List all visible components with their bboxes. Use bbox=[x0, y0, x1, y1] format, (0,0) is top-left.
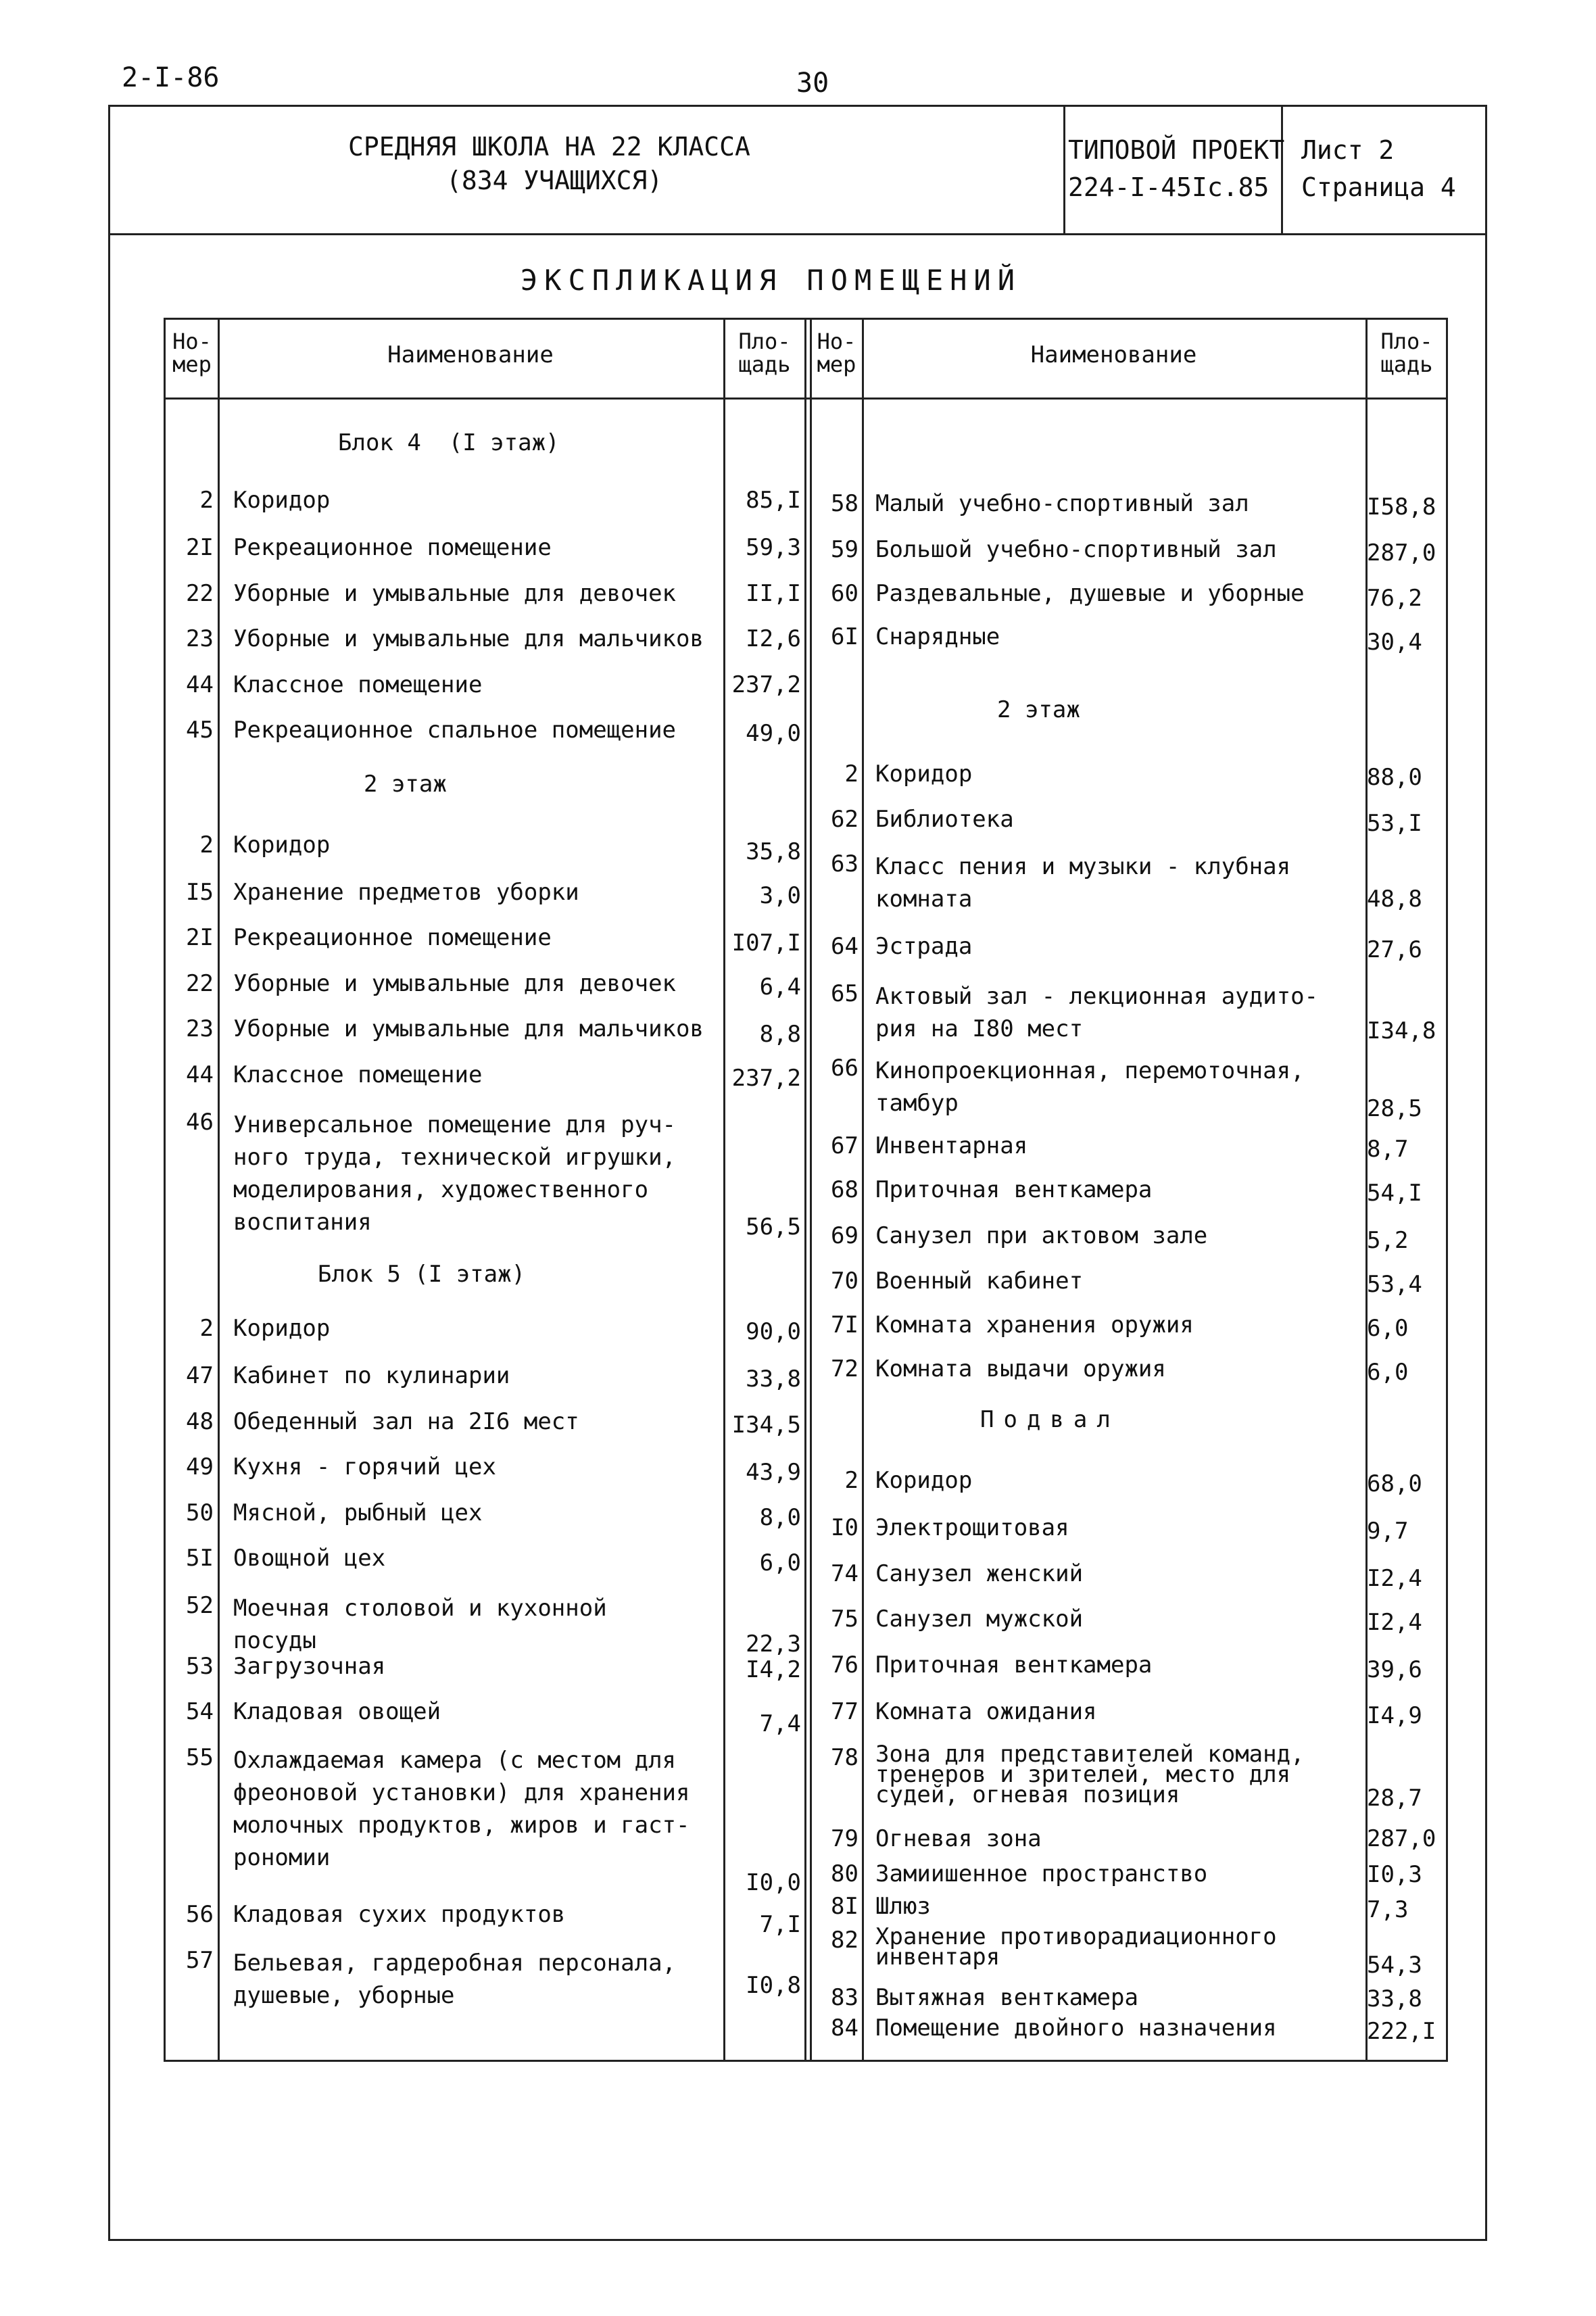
page-label: Страница 4 bbox=[1301, 172, 1456, 202]
room-name: Электрощитовая bbox=[875, 1514, 1069, 1541]
room-name: Рекреационное помещение bbox=[233, 924, 552, 951]
room-number: 68 bbox=[831, 1176, 859, 1203]
room-area: 8,7 bbox=[1367, 1136, 1409, 1163]
table-heading: ЭКСПЛИКАЦИЯ ПОМЕЩЕНИЙ bbox=[521, 264, 1022, 297]
room-number: 66 bbox=[831, 1055, 859, 1082]
room-area: 68,0 bbox=[1367, 1470, 1422, 1497]
room-name: Уборные и умывальные для мальчиков bbox=[233, 625, 704, 652]
page-number: 30 bbox=[796, 68, 829, 99]
room-number: 62 bbox=[831, 806, 859, 833]
room-number: 67 bbox=[831, 1132, 859, 1159]
room-area: 33,8 bbox=[746, 1366, 801, 1393]
room-area: 8,8 bbox=[759, 1021, 801, 1048]
room-name: Кладовая овощей bbox=[233, 1698, 441, 1725]
room-area: I2,6 bbox=[746, 625, 801, 652]
room-number: 52 bbox=[186, 1592, 214, 1619]
school-capacity: (834 УЧАЩИХСЯ) bbox=[446, 166, 663, 195]
room-number: I0 bbox=[831, 1514, 859, 1541]
room-name: Раздевальные, душевые и уборные bbox=[875, 580, 1305, 607]
room-number: 47 bbox=[186, 1362, 214, 1389]
room-name: Охлаждаемая камера (с местом для фреоновой установки) для хранения молочных продуктов, жиров и гаст- рономии bbox=[233, 1747, 690, 1871]
room-number: 46 bbox=[186, 1109, 214, 1136]
room-name: Комната выдачи оружия bbox=[875, 1355, 1166, 1382]
header-number: Но- мер bbox=[817, 329, 856, 377]
room-name: Рекреационное помещение bbox=[233, 534, 552, 561]
room-number: 5I bbox=[186, 1545, 214, 1572]
column-divider bbox=[862, 318, 864, 2062]
room-name: Кухня - горячий цех bbox=[233, 1453, 496, 1480]
header-name: Наименование bbox=[387, 341, 554, 368]
room-number: 7I bbox=[831, 1311, 859, 1338]
room-area: 43,9 bbox=[746, 1459, 801, 1486]
room-number: 2I bbox=[186, 534, 214, 561]
section-title: Подвал bbox=[980, 1406, 1120, 1433]
room-number: 58 bbox=[831, 490, 859, 517]
room-number: 22 bbox=[186, 580, 214, 607]
project-code: 224-I-45Iс.85 bbox=[1068, 172, 1269, 202]
room-area: 7,I bbox=[759, 1911, 801, 1938]
room-number: 49 bbox=[186, 1453, 214, 1480]
room-area: 39,6 bbox=[1367, 1656, 1422, 1683]
room-area: 76,2 bbox=[1367, 585, 1422, 612]
room-area: 222,I bbox=[1367, 2018, 1436, 2045]
header-name: Наименование bbox=[1030, 341, 1197, 368]
room-name: Комната хранения оружия bbox=[875, 1311, 1194, 1338]
room-area: 3,0 bbox=[759, 882, 801, 909]
section-title: 2 этаж bbox=[364, 771, 447, 798]
room-name: Военный кабинет bbox=[875, 1268, 1084, 1295]
room-number: 6I bbox=[831, 623, 859, 650]
room-area: 53,I bbox=[1367, 810, 1422, 837]
room-number: 8I bbox=[831, 1893, 859, 1920]
title-block-separator bbox=[1063, 105, 1065, 233]
room-area: I2,4 bbox=[1367, 1565, 1422, 1592]
room-number: 75 bbox=[831, 1606, 859, 1633]
room-area: I07,I bbox=[731, 930, 801, 957]
room-area: 237,2 bbox=[731, 1065, 801, 1092]
room-area: I34,8 bbox=[1367, 1017, 1436, 1044]
room-area: I4,9 bbox=[1367, 1702, 1422, 1729]
room-name: Малый учебно-спортивный зал bbox=[875, 490, 1249, 517]
column-divider bbox=[218, 318, 220, 2062]
room-name: Замиишенное пространство bbox=[875, 1860, 1208, 1887]
room-number: 2 bbox=[199, 487, 214, 514]
room-number: 44 bbox=[186, 671, 214, 698]
room-number: 80 bbox=[831, 1860, 859, 1887]
room-number: I5 bbox=[186, 879, 214, 906]
room-name: Овощной цех bbox=[233, 1545, 386, 1572]
room-area: I4,2 bbox=[746, 1656, 801, 1683]
room-number: 2I bbox=[186, 924, 214, 951]
room-name: Коридор bbox=[233, 1315, 331, 1342]
room-area: 54,I bbox=[1367, 1180, 1422, 1207]
room-area: 7,4 bbox=[759, 1710, 801, 1737]
room-area: 8,0 bbox=[759, 1504, 801, 1531]
room-number: 2 bbox=[199, 831, 214, 859]
room-name: Хранение противорадиационного инвентаря bbox=[875, 1923, 1277, 1971]
room-area: 53,4 bbox=[1367, 1271, 1422, 1298]
room-name: Огневая зона bbox=[875, 1825, 1042, 1852]
room-area: 28,7 bbox=[1367, 1785, 1422, 1812]
room-area: 54,3 bbox=[1367, 1952, 1422, 1979]
room-area: 27,6 bbox=[1367, 936, 1422, 963]
room-name: Санузел при актовом зале bbox=[875, 1222, 1208, 1249]
room-name: Приточная венткамера bbox=[875, 1651, 1153, 1679]
room-area: I58,8 bbox=[1367, 493, 1436, 521]
room-name: Загрузочная bbox=[233, 1653, 386, 1680]
room-number: 83 bbox=[831, 1984, 859, 2011]
room-area: 22,3 bbox=[746, 1631, 801, 1658]
section-title: Блок 4 (I этаж) bbox=[338, 429, 560, 456]
room-name: Большой учебно-спортивный зал bbox=[875, 536, 1277, 563]
room-name: Бельевая, гардеробная персонала, душевые, уборные bbox=[233, 1950, 677, 2009]
room-area: 85,I bbox=[746, 487, 801, 514]
room-number: 69 bbox=[831, 1222, 859, 1249]
room-number: 82 bbox=[831, 1927, 859, 1954]
room-name: Уборные и умывальные для девочек bbox=[233, 970, 677, 997]
room-name: Коридор bbox=[875, 761, 973, 788]
room-name: Хранение предметов уборки bbox=[233, 879, 579, 906]
room-area: 28,5 bbox=[1367, 1095, 1422, 1122]
room-name: Инвентарная bbox=[875, 1132, 1028, 1159]
room-name: Обеденный зал на 2I6 мест bbox=[233, 1408, 579, 1435]
room-name: Кабинет по кулинарии bbox=[233, 1362, 510, 1389]
document-code: 2-I-86 bbox=[122, 62, 220, 93]
room-area: 287,0 bbox=[1367, 1825, 1436, 1852]
room-number: 48 bbox=[186, 1408, 214, 1435]
header-area: Пло- щадь bbox=[1380, 329, 1433, 377]
room-area: 6,0 bbox=[759, 1549, 801, 1576]
room-name: Приточная венткамера bbox=[875, 1176, 1153, 1203]
room-area: 7,3 bbox=[1367, 1896, 1409, 1923]
room-number: 45 bbox=[186, 717, 214, 744]
room-name: Коридор bbox=[233, 487, 331, 514]
room-name: Моечная столовой и кухонной посуды bbox=[233, 1595, 607, 1654]
room-number: 2 bbox=[844, 761, 859, 788]
room-number: 53 bbox=[186, 1653, 214, 1680]
room-number: 77 bbox=[831, 1698, 859, 1725]
room-area: 5,2 bbox=[1367, 1227, 1409, 1254]
room-area: 48,8 bbox=[1367, 886, 1422, 913]
room-number: 78 bbox=[831, 1744, 859, 1771]
room-name: Классное помещение bbox=[233, 1061, 483, 1088]
room-number: 56 bbox=[186, 1901, 214, 1928]
room-name: Мясной, рыбный цех bbox=[233, 1499, 483, 1526]
sheet-label: Лист 2 bbox=[1301, 135, 1395, 165]
room-name: Рекреационное спальное помещение bbox=[233, 717, 677, 744]
room-name: Универсальное помещение для руч- ного труда, технической игрушки, моделирования, художественного воспитания bbox=[233, 1111, 677, 1236]
header-area: Пло- щадь bbox=[738, 329, 791, 377]
room-name: Зона для представителей команд, тренеров и зрителей, место для судей, огневая позиция bbox=[875, 1741, 1305, 1808]
column-divider bbox=[804, 318, 806, 2062]
room-name: Кладовая сухих продуктов bbox=[233, 1901, 566, 1928]
room-name: Уборные и умывальные для мальчиков bbox=[233, 1015, 704, 1042]
room-number: 70 bbox=[831, 1268, 859, 1295]
room-area: 90,0 bbox=[746, 1318, 801, 1345]
room-area: 33,8 bbox=[1367, 1985, 1422, 2012]
room-number: 2 bbox=[844, 1467, 859, 1494]
room-name: Помещение двойного назначения bbox=[875, 2015, 1277, 2042]
room-number: 23 bbox=[186, 625, 214, 652]
room-area: I2,4 bbox=[1367, 1609, 1422, 1636]
school-title: СРЕДНЯЯ ШКОЛА НА 22 КЛАССА bbox=[348, 132, 750, 162]
room-number: 84 bbox=[831, 2015, 859, 2042]
room-number: 65 bbox=[831, 980, 859, 1007]
room-area: 49,0 bbox=[746, 720, 801, 747]
column-divider bbox=[723, 318, 725, 2062]
room-number: 50 bbox=[186, 1499, 214, 1526]
room-area: 9,7 bbox=[1367, 1518, 1409, 1545]
room-area: 56,5 bbox=[746, 1213, 801, 1240]
room-area: 30,4 bbox=[1367, 629, 1422, 656]
header-number: Но- мер bbox=[172, 329, 212, 377]
room-number: 54 bbox=[186, 1698, 214, 1725]
room-name: Комната ожидания bbox=[875, 1698, 1097, 1725]
room-number: 22 bbox=[186, 970, 214, 997]
room-area: I0,0 bbox=[746, 1869, 801, 1896]
room-area: 35,8 bbox=[746, 838, 801, 865]
room-number: 59 bbox=[831, 536, 859, 563]
room-name: Класс пения и музыки - клубная комната bbox=[875, 853, 1291, 913]
room-name: Актовый зал - лекционная аудито- рия на I80 мест bbox=[875, 983, 1319, 1042]
room-name: Санузел мужской bbox=[875, 1606, 1084, 1633]
room-name: Снарядные bbox=[875, 623, 1000, 650]
room-area: I0,8 bbox=[746, 1972, 801, 1999]
section-title: 2 этаж bbox=[997, 696, 1080, 723]
room-number: 23 bbox=[186, 1015, 214, 1042]
room-number: 74 bbox=[831, 1560, 859, 1587]
room-area: 59,3 bbox=[746, 534, 801, 561]
title-block-divider bbox=[108, 233, 1487, 235]
project-label: ТИПОВОЙ ПРОЕКТ bbox=[1068, 135, 1285, 165]
room-area: II,I bbox=[746, 580, 801, 607]
room-area: 287,0 bbox=[1367, 539, 1436, 566]
section-title: Блок 5 (I этаж) bbox=[318, 1261, 526, 1288]
room-area: I0,3 bbox=[1367, 1861, 1422, 1888]
room-number: 72 bbox=[831, 1355, 859, 1382]
room-area: 6,0 bbox=[1367, 1315, 1409, 1342]
room-area: 6,4 bbox=[759, 973, 801, 1000]
room-area: 88,0 bbox=[1367, 764, 1422, 791]
room-area: 6,0 bbox=[1367, 1359, 1409, 1386]
room-name: Коридор bbox=[233, 831, 331, 859]
room-name: Уборные и умывальные для девочек bbox=[233, 580, 677, 607]
room-number: 63 bbox=[831, 850, 859, 877]
room-name: Классное помещение bbox=[233, 671, 483, 698]
title-block-separator bbox=[1281, 105, 1283, 233]
room-number: 79 bbox=[831, 1825, 859, 1852]
room-number: 44 bbox=[186, 1061, 214, 1088]
room-name: Санузел женский bbox=[875, 1560, 1084, 1587]
room-number: 60 bbox=[831, 580, 859, 607]
room-number: 76 bbox=[831, 1651, 859, 1679]
room-name: Библиотека bbox=[875, 806, 1014, 833]
room-number: 55 bbox=[186, 1744, 214, 1771]
room-name: Кинопроекционная, перемоточная, тамбур bbox=[875, 1057, 1305, 1117]
room-name: Эстрада bbox=[875, 933, 973, 960]
room-number: 64 bbox=[831, 933, 859, 960]
room-name: Шлюз bbox=[875, 1893, 931, 1920]
room-number: 2 bbox=[199, 1315, 214, 1342]
room-area: 237,2 bbox=[731, 671, 801, 698]
room-name: Вытяжная венткамера bbox=[875, 1984, 1138, 2011]
room-area: I34,5 bbox=[731, 1412, 801, 1439]
room-name: Коридор bbox=[875, 1467, 973, 1494]
room-number: 57 bbox=[186, 1947, 214, 1974]
